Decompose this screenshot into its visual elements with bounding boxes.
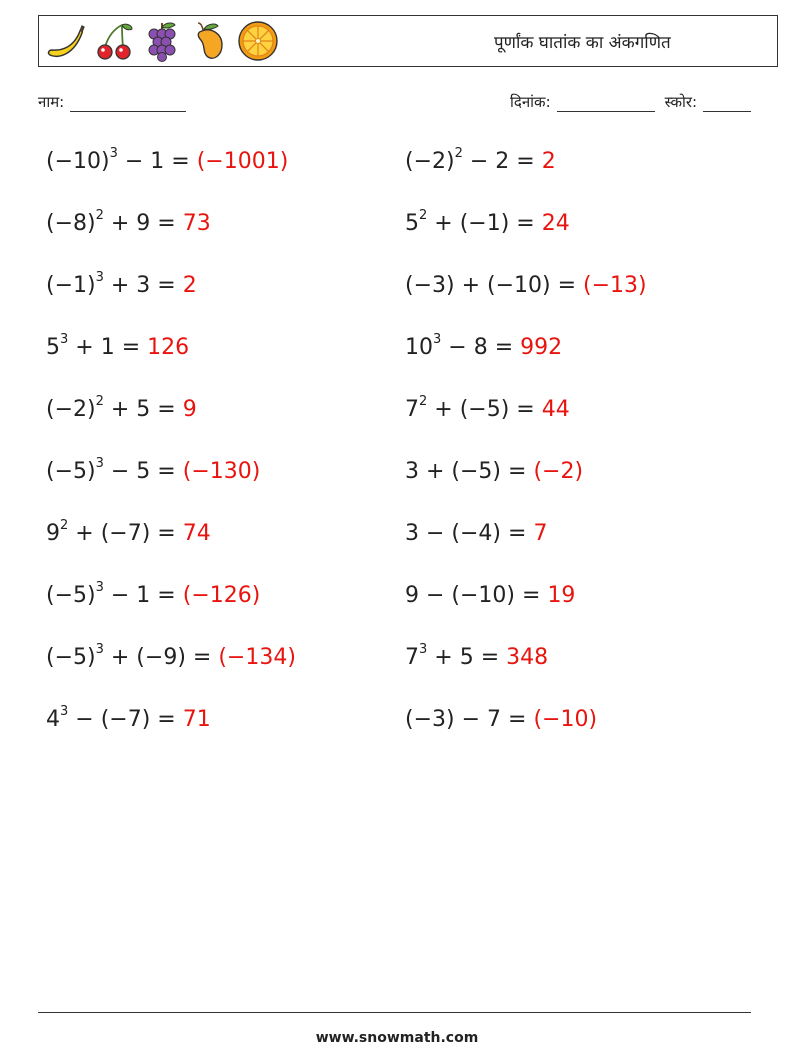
problem-base: (−2) <box>46 397 96 422</box>
problem-exponent: 3 <box>95 269 104 285</box>
problem-base: (−2) <box>405 149 455 174</box>
problem-exponent: 2 <box>95 393 104 409</box>
problem-expression: + 9 = <box>103 211 183 236</box>
problem-answer: 19 <box>547 583 576 608</box>
problem-expression: + (−7) = <box>68 521 183 546</box>
problem-item <box>405 209 570 239</box>
grapes-icon <box>140 19 184 63</box>
problem-answer: 7 <box>533 521 548 546</box>
problem-base: (−5) <box>46 583 96 608</box>
worksheet-title: पूर्णांक घातांक का अंकगणित <box>494 33 671 53</box>
problem-exponent: 2 <box>454 145 463 161</box>
problem-item <box>405 271 647 301</box>
problem-expression: + 3 = <box>103 273 183 298</box>
name-blank <box>70 96 186 112</box>
problem-answer: 2 <box>182 273 197 298</box>
problem-answer: 126 <box>147 335 190 360</box>
problem-item <box>405 581 575 611</box>
problem-answer: (−126) <box>182 583 261 608</box>
problem-item <box>46 643 296 673</box>
problem-expression: 3 + (−5) = <box>405 459 534 484</box>
name-label: नाम: <box>38 93 65 111</box>
problem-exponent: 3 <box>60 331 69 347</box>
problem-answer: (−13) <box>583 273 647 298</box>
problem-expression: + 5 = <box>427 645 507 670</box>
problem-base: (−10) <box>46 149 110 174</box>
problem-item <box>46 147 288 177</box>
problem-base: 7 <box>405 645 419 670</box>
banana-icon <box>44 19 88 63</box>
problem-expression: − 5 = <box>103 459 183 484</box>
name-field <box>38 92 186 112</box>
problem-expression: + (−5) = <box>427 397 542 422</box>
date-score-fields <box>510 92 751 112</box>
problem-expression: − 8 = <box>441 335 521 360</box>
problem-answer: (−1001) <box>196 149 289 174</box>
problem-exponent: 2 <box>95 207 104 223</box>
mango-icon <box>188 19 232 63</box>
problem-base: (−1) <box>46 273 96 298</box>
footer-divider <box>38 1012 751 1013</box>
problem-base: 4 <box>46 707 60 732</box>
cherries-icon <box>92 19 136 63</box>
problem-expression: + (−9) = <box>103 645 219 670</box>
problem-answer: (−134) <box>218 645 296 670</box>
problem-answer: (−2) <box>533 459 584 484</box>
problem-expression: − 1 = <box>103 583 183 608</box>
problem-item <box>405 643 548 673</box>
problem-expression: + 1 = <box>68 335 148 360</box>
problem-exponent: 3 <box>433 331 442 347</box>
problem-base: 7 <box>405 397 419 422</box>
problem-exponent: 2 <box>419 393 428 409</box>
problem-answer: 73 <box>182 211 211 236</box>
problem-answer: 74 <box>182 521 211 546</box>
problem-expression: + (−1) = <box>427 211 542 236</box>
problem-exponent: 3 <box>60 703 69 719</box>
problem-item <box>405 395 570 425</box>
problem-item <box>405 333 562 363</box>
problem-exponent: 3 <box>95 455 104 471</box>
problem-answer: 24 <box>541 211 570 236</box>
problem-base: 5 <box>405 211 419 236</box>
problem-exponent: 3 <box>419 641 428 657</box>
fruit-icons <box>44 19 280 63</box>
problem-expression: − 2 = <box>462 149 542 174</box>
problem-item <box>405 147 556 177</box>
problem-item <box>405 519 547 549</box>
problem-answer: (−130) <box>182 459 261 484</box>
problem-expression: − 1 = <box>117 149 197 174</box>
problem-expression: (−3) + (−10) = <box>405 273 584 298</box>
problem-item <box>46 581 260 611</box>
problem-base: 10 <box>405 335 433 360</box>
problem-exponent: 3 <box>109 145 118 161</box>
problem-base: 5 <box>46 335 60 360</box>
problem-item <box>46 209 211 239</box>
problem-expression: + 5 = <box>103 397 183 422</box>
problem-item <box>46 395 197 425</box>
problem-base: (−5) <box>46 459 96 484</box>
problem-answer: 44 <box>541 397 570 422</box>
problem-exponent: 3 <box>95 641 104 657</box>
problem-answer: (−10) <box>533 707 598 732</box>
date-blank <box>557 96 655 112</box>
score-blank <box>703 96 751 112</box>
problem-exponent: 2 <box>60 517 69 533</box>
problem-item <box>405 705 597 735</box>
problem-answer: 9 <box>182 397 197 422</box>
problem-answer: 71 <box>182 707 211 732</box>
problem-expression: 3 − (−4) = <box>405 521 534 546</box>
problem-item <box>405 457 583 487</box>
problem-item <box>46 333 189 363</box>
problem-base: 9 <box>46 521 60 546</box>
worksheet-header <box>38 15 778 67</box>
problem-answer: 992 <box>520 335 563 360</box>
problem-expression: − (−7) = <box>68 707 183 732</box>
problem-expression: 9 − (−10) = <box>405 583 548 608</box>
problem-answer: 2 <box>541 149 556 174</box>
problem-expression: (−3) − 7 = <box>405 707 534 732</box>
problem-base: (−8) <box>46 211 96 236</box>
problem-base: (−5) <box>46 645 96 670</box>
problem-item <box>46 271 197 301</box>
problem-exponent: 3 <box>95 579 104 595</box>
problem-item <box>46 519 211 549</box>
date-label: दिनांक: <box>510 93 551 111</box>
problem-item <box>46 457 260 487</box>
problem-exponent: 2 <box>419 207 428 223</box>
orange-slice-icon <box>236 19 280 63</box>
problem-item <box>46 705 211 735</box>
score-label: स्कोर: <box>664 93 698 111</box>
footer-website: www.snowmath.com <box>315 1030 479 1046</box>
problem-answer: 348 <box>506 645 549 670</box>
